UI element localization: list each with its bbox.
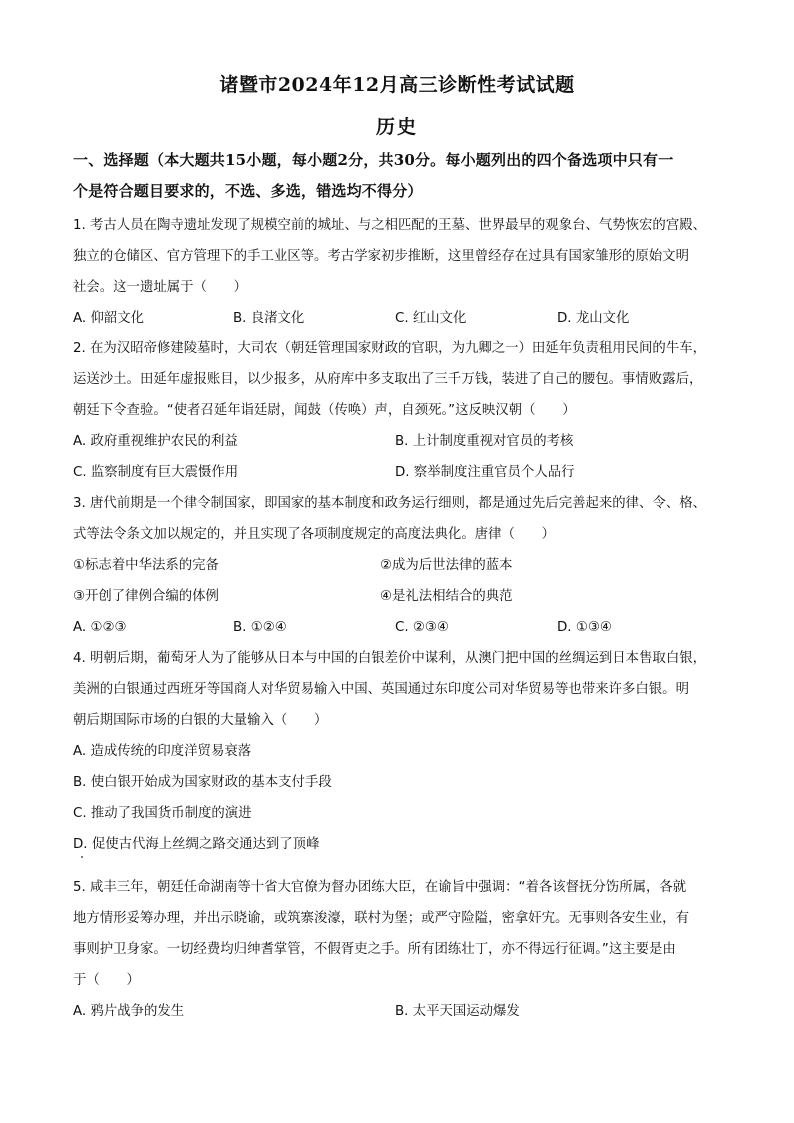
question-5-line-2: 地方情形妥筹办理，并出示晓谕，或筑寨浚濠，联村为堡；或严守险隘，密拿奸宄。无事则各安生业，有 <box>73 911 689 926</box>
question-4-line-2: 美洲的白银通过西班牙等国商人对华贸易输入中国、英国通过东印度公司对华贸易等也带来许多白银。明 <box>73 682 689 697</box>
question-2-line-2: 运送沙土。田延年虚报账目，以少报多，从府库中多支取出了三千万钱，装进了自己的腰包。事情败露后， <box>73 372 703 387</box>
subject-title: 历史 <box>375 116 418 138</box>
question-3-line-1: 3. 唐代前期是一个律令制国家，即国家的基本制度和政务运行细则，都是通过先后完善起来的律、令、格、 <box>73 496 706 511</box>
question-1-line-2: 独立的仓储区、官方管理下的手工业区等。考古学家初步推断，这里曾经存在过具有国家雏形的原始文明 <box>73 249 689 264</box>
question-1-option-b[interactable]: B. 良渚文化 <box>233 311 305 326</box>
question-3-statement-3: ③开创了律例合编的体例 <box>73 589 219 604</box>
question-5-line-4: 于（ ） <box>73 973 140 988</box>
section-heading <box>73 145 733 207</box>
question-1-option-a[interactable]: A. 仰韶文化 <box>73 311 144 326</box>
question-2-option-d[interactable]: D. 察举制度注重官员个人品行 <box>395 465 575 480</box>
question-5-line-3: 事则护卫身家。一切经费均归绅耆掌管，不假胥吏之手。所有团练壮丁，亦不得远行征调。”这主要是由 <box>73 942 676 957</box>
question-1-line-1: 1. 考古人员在陶寺遗址发现了规模空前的城址、与之相匹配的王墓、世界最早的观象台、气势恢宏的宫殿、 <box>73 218 706 233</box>
question-3-option-b[interactable]: B. ①②④ <box>233 620 287 635</box>
question-4-option-c[interactable]: C. 推动了我国货币制度的演进 <box>73 806 252 821</box>
section-heading-line-2: 个是符合题目要求的，不选、多选，错选均不得分） <box>73 182 423 200</box>
question-4-option-a[interactable]: A. 造成传统的印度洋贸易衰落 <box>73 744 252 759</box>
stray-dot-mark <box>81 856 83 858</box>
question-1-option-d[interactable]: D. 龙山文化 <box>557 311 630 326</box>
question-4-line-1: 4. 明朝后期，葡萄牙人为了能够从日本与中国的白银差价中谋利，从澳门把中国的丝绸运到日本售取白银， <box>73 651 706 666</box>
question-3-statement-2: ②成为后世法律的蓝本 <box>380 558 513 573</box>
question-5-line-1: 5. 咸丰三年，朝廷任命湖南等十省大官僚为督办团练大臣，在谕旨中强调：“着各该督抚分饬所属，各就 <box>73 880 687 895</box>
question-3-statement-1: ①标志着中华法系的完备 <box>73 558 219 573</box>
question-1-line-3: 社会。这一遗址属于（ ） <box>73 280 248 295</box>
question-3-line-2: 式等法令条文加以规定的，并且实现了各项制度规定的高度法典化。唐律（ ） <box>73 527 556 542</box>
question-4-line-3: 朝后期国际市场的白银的大量输入（ ） <box>73 713 328 728</box>
question-1-option-c[interactable]: C. 红山文化 <box>395 311 467 326</box>
question-2-option-a[interactable]: A. 政府重视维护农民的利益 <box>73 434 238 449</box>
question-3-statement-4: ④是礼法相结合的典范 <box>380 589 513 604</box>
question-3-option-d[interactable]: D. ①③④ <box>557 620 612 635</box>
question-4-option-d[interactable]: D. 促使古代海上丝绸之路交通达到了顶峰 <box>73 837 320 852</box>
exam-title: 诸暨市2024年12月高三诊断性考试试题 <box>219 74 575 96</box>
question-2-option-c[interactable]: C. 监察制度有巨大震慑作用 <box>73 465 239 480</box>
section-heading-line-1: 一、选择题（本大题共15小题，每小题2分，共30分。每小题列出的四个备选项中只有一 <box>73 151 674 169</box>
question-5-option-a[interactable]: A. 鸦片战争的发生 <box>73 1004 185 1019</box>
question-2-option-b[interactable]: B. 上计制度重视对官员的考核 <box>395 434 574 449</box>
question-5-option-b[interactable]: B. 太平天国运动爆发 <box>395 1004 520 1019</box>
question-3-option-a[interactable]: A. ①②③ <box>73 620 127 635</box>
question-2-line-3: 朝廷下令查验。“使者召延年诣廷尉，闻鼓（传唤）声，自颈死。”这反映汉朝（ ） <box>73 403 576 418</box>
question-2-line-1: 2. 在为汉昭帝修建陵墓时，大司农（朝廷管理国家财政的官职，为九卿之一）田延年负责租用民间的牛车， <box>73 341 706 356</box>
question-4-option-b[interactable]: B. 使白银开始成为国家财政的基本支付手段 <box>73 775 332 790</box>
question-3-option-c[interactable]: C. ②③④ <box>395 620 449 635</box>
